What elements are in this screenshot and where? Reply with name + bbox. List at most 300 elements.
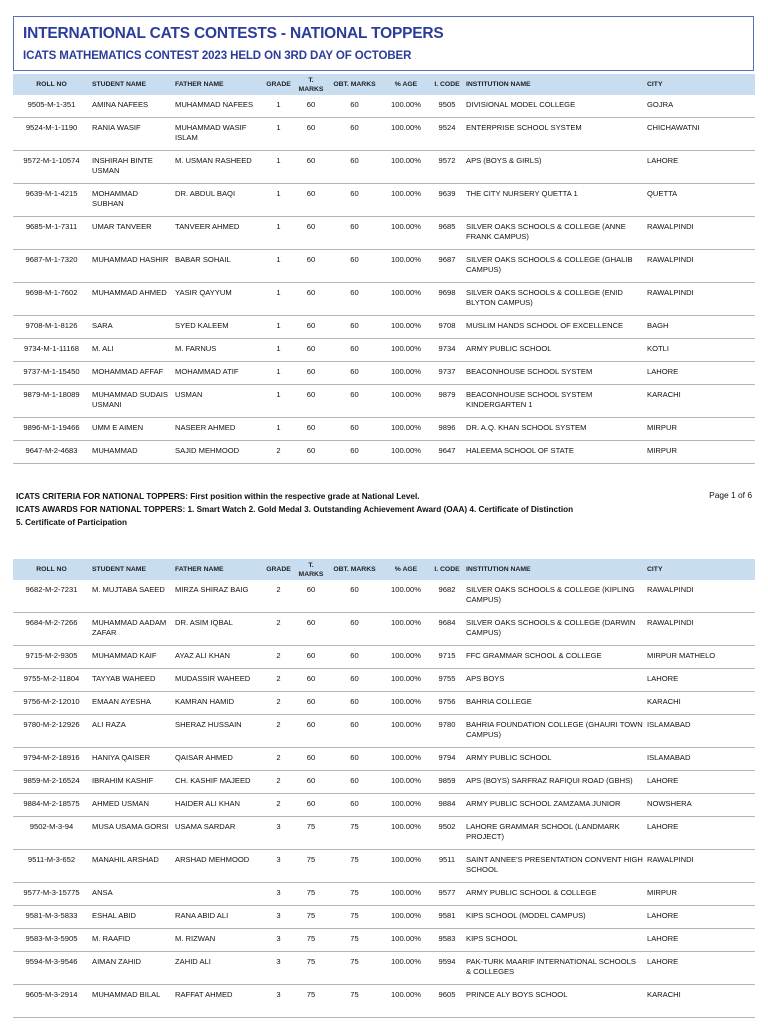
cell-total-marks: 75 (306, 888, 316, 897)
cell-grade: 2 (276, 697, 281, 706)
table-row (13, 95, 755, 118)
cell-roll-no: 9879-M-1-18089 (23, 390, 80, 399)
cell-father-name: AYAZ ALI KHAN (175, 651, 231, 660)
cell-obtained-marks: 60 (350, 423, 359, 432)
cell-obtained-marks: 75 (350, 990, 359, 999)
cell-grade: 3 (276, 888, 281, 897)
cell-city: QUETTA (647, 189, 678, 198)
table-row (13, 985, 755, 1018)
cell-grade: 1 (276, 100, 281, 109)
cell-grade: 2 (276, 446, 281, 455)
cell-institution-code: 9884 (438, 799, 456, 808)
cell-institution-code: 9685 (438, 222, 456, 231)
cell-institution-name: SILVER OAKS SCHOOLS & COLLEGE (GHALIB CAMPUS) (466, 255, 633, 274)
column-header-institution-name: INSTITUTION NAME (466, 81, 531, 88)
cell-institution-name: ARMY PUBLIC SCHOOL ZAMZAMA JUNIOR (466, 799, 621, 808)
cell-city: LAHORE (647, 911, 679, 920)
cell-total-marks: 60 (306, 799, 316, 808)
table-row (13, 283, 755, 316)
cell-student-name: INSHIRAH BINTE USMAN (92, 156, 153, 175)
cell-roll-no: 9572-M-1-10574 (23, 156, 80, 165)
column-header-percentage: % AGE (394, 566, 418, 573)
cell-total-marks: 60 (306, 189, 316, 198)
cell-obtained-marks: 75 (350, 934, 359, 943)
cell-total-marks: 60 (306, 446, 316, 455)
cell-roll-no: 9502-M-3-94 (29, 822, 74, 831)
cell-percentage: 100.00% (391, 222, 421, 231)
cell-institution-name: APS (BOYS & GIRLS) (466, 156, 542, 165)
cell-roll-no: 9780-M-2-12926 (23, 720, 80, 729)
cell-institution-code: 9896 (438, 423, 456, 432)
cell-institution-code: 9859 (438, 776, 456, 785)
cell-institution-name: LAHORE GRAMMAR SCHOOL (LANDMARK PROJECT) (466, 822, 620, 841)
cell-father-name: TANVEER AHMED (175, 222, 240, 231)
cell-grade: 2 (276, 720, 281, 729)
cell-grade: 3 (276, 990, 281, 999)
cell-percentage: 100.00% (391, 288, 421, 297)
cell-city: LAHORE (647, 156, 679, 165)
cell-father-name: M. USMAN RASHEED (175, 156, 252, 165)
cell-total-marks: 75 (306, 822, 316, 831)
table-row (13, 418, 755, 441)
cell-grade: 1 (276, 321, 281, 330)
cell-grade: 1 (276, 222, 281, 231)
cell-student-name: MUSA USAMA GORSI (92, 822, 169, 831)
cell-percentage: 100.00% (391, 822, 421, 831)
cell-institution-code: 9780 (438, 720, 456, 729)
cell-father-name: ARSHAD MEHMOOD (175, 855, 250, 864)
cell-roll-no: 9715-M-2-9305 (25, 651, 78, 660)
cell-roll-no: 9594-M-3-9546 (25, 957, 78, 966)
cell-father-name: ZAHID ALI (175, 957, 211, 966)
cell-city: RAWALPINDI (647, 855, 694, 864)
cell-obtained-marks: 75 (350, 888, 359, 897)
cell-percentage: 100.00% (391, 618, 421, 627)
cell-total-marks: 60 (306, 423, 316, 432)
cell-total-marks: 60 (306, 288, 316, 297)
cell-total-marks: 60 (306, 123, 316, 132)
cell-institution-code: 9698 (438, 288, 456, 297)
page-number: Page 1 of 6 (709, 490, 752, 500)
cell-roll-no: 9755-M-2-11804 (23, 674, 80, 683)
cell-total-marks: 60 (306, 321, 316, 330)
cell-institution-code: 9687 (438, 255, 456, 264)
cell-roll-no: 9884-M-2-18575 (23, 799, 80, 808)
column-header-city: CITY (647, 81, 663, 88)
column-header-grade: GRADE (266, 81, 291, 88)
cell-institution-name: BAHRIA FOUNDATION COLLEGE (GHAURI TOWN CAMPUS) (466, 720, 643, 739)
cell-institution-code: 9708 (438, 321, 456, 330)
cell-student-name: M. ALI (92, 344, 114, 353)
cell-institution-code: 9594 (438, 957, 456, 966)
cell-city: NOWSHERA (647, 799, 692, 808)
cell-institution-code: 9647 (438, 446, 456, 455)
cell-percentage: 100.00% (391, 776, 421, 785)
column-header-institution-code: I. CODE (434, 81, 460, 88)
cell-institution-code: 9755 (438, 674, 456, 683)
table-row (13, 794, 755, 817)
table-row (13, 362, 755, 385)
cell-father-name: RANA ABID ALI (175, 911, 229, 920)
table-row (13, 817, 755, 850)
cell-student-name: M. RAAFID (92, 934, 131, 943)
cell-percentage: 100.00% (391, 367, 421, 376)
cell-grade: 2 (276, 753, 281, 762)
cell-institution-name: KIPS SCHOOL (MODEL CAMPUS) (466, 911, 586, 920)
cell-roll-no: 9605-M-3-2914 (25, 990, 78, 999)
cell-institution-name: DR. A.Q. KHAN SCHOOL SYSTEM (466, 423, 587, 432)
cell-total-marks: 60 (306, 367, 316, 376)
cell-institution-name: ARMY PUBLIC SCHOOL (466, 344, 552, 353)
cell-institution-name: ENTERPRISE SCHOOL SYSTEM (466, 123, 582, 132)
cell-percentage: 100.00% (391, 585, 421, 594)
column-header-total-marks: T. MARKS (298, 561, 324, 578)
cell-percentage: 100.00% (391, 720, 421, 729)
cell-father-name: BABAR SOHAIL (175, 255, 231, 264)
cell-total-marks: 60 (306, 255, 316, 264)
cell-percentage: 100.00% (391, 753, 421, 762)
cell-city: ISLAMABAD (647, 753, 691, 762)
column-header-institution-code: I. CODE (434, 566, 460, 573)
cell-obtained-marks: 60 (350, 697, 359, 706)
cell-institution-name: HALEEMA SCHOOL OF STATE (466, 446, 574, 455)
cell-institution-code: 9511 (438, 855, 456, 864)
cell-roll-no: 9583-M-3-5905 (25, 934, 78, 943)
cell-grade: 1 (276, 189, 281, 198)
cell-father-name: MUHAMMAD NAFEES (175, 100, 254, 109)
cell-obtained-marks: 60 (350, 674, 359, 683)
cell-total-marks: 75 (306, 855, 316, 864)
cell-father-name: QAISAR AHMED (175, 753, 233, 762)
cell-institution-name: SAINT ANNEE'S PRESENTATION CONVENT HIGH SCHOOL (466, 855, 643, 874)
cell-roll-no: 9794-M-2-18916 (23, 753, 80, 762)
cell-total-marks: 75 (306, 990, 316, 999)
cell-roll-no: 9505-M-1-351 (27, 100, 76, 109)
cell-grade: 1 (276, 423, 281, 432)
cell-total-marks: 60 (306, 776, 316, 785)
cell-institution-code: 9756 (438, 697, 456, 706)
cell-obtained-marks: 60 (350, 288, 359, 297)
cell-father-name: CH. KASHIF MAJEED (175, 776, 251, 785)
criteria-text: ICATS CRITERIA FOR NATIONAL TOPPERS: First position within the respective grade at National Level. (16, 492, 420, 501)
cell-obtained-marks: 60 (350, 367, 359, 376)
cell-father-name: SAJID MEHMOOD (175, 446, 240, 455)
table-row (13, 250, 755, 283)
cell-percentage: 100.00% (391, 255, 421, 264)
cell-obtained-marks: 60 (350, 799, 359, 808)
cell-student-name: MUHAMMAD (92, 446, 138, 455)
cell-percentage: 100.00% (391, 957, 421, 966)
cell-obtained-marks: 60 (350, 446, 359, 455)
cell-roll-no: 9687-M-1-7320 (25, 255, 78, 264)
cell-father-name: DR. ASIM IQBAL (175, 618, 233, 627)
cell-obtained-marks: 60 (350, 344, 359, 353)
cell-student-name: ESHAL ABID (92, 911, 137, 920)
cell-percentage: 100.00% (391, 697, 421, 706)
cell-institution-name: SILVER OAKS SCHOOLS & COLLEGE (KIPLING CAMPUS) (466, 585, 635, 604)
cell-obtained-marks: 60 (350, 123, 359, 132)
column-header-institution-name: INSTITUTION NAME (466, 566, 531, 573)
cell-obtained-marks: 60 (350, 321, 359, 330)
cell-city: LAHORE (647, 367, 679, 376)
cell-student-name: IBRAHIM KASHIF (92, 776, 154, 785)
criteria-footer (16, 490, 756, 529)
cell-total-marks: 60 (306, 156, 316, 165)
page-title: INTERNATIONAL CATS CONTESTS - NATIONAL TOPPERS (23, 25, 444, 42)
cell-total-marks: 75 (306, 934, 316, 943)
table-row (13, 906, 755, 929)
cell-institution-code: 9572 (438, 156, 456, 165)
cell-institution-code: 9502 (438, 822, 456, 831)
cell-institution-name: PRINCE ALY BOYS SCHOOL (466, 990, 568, 999)
cell-city: RAWALPINDI (647, 585, 694, 594)
cell-student-name: UMM E AIMEN (92, 423, 144, 432)
table-row (13, 669, 755, 692)
cell-student-name: MUHAMMAD AADAM ZAFAR (92, 618, 167, 637)
cell-father-name: M. FARNUS (175, 344, 217, 353)
cell-city: LAHORE (647, 822, 679, 831)
cell-city: LAHORE (647, 934, 679, 943)
table-row (13, 715, 755, 748)
cell-percentage: 100.00% (391, 651, 421, 660)
cell-grade: 2 (276, 799, 281, 808)
table-row (13, 441, 755, 464)
cell-student-name: MOHAMMAD AFFAF (92, 367, 164, 376)
cell-institution-name: ARMY PUBLIC SCHOOL & COLLEGE (466, 888, 597, 897)
cell-father-name: MIRZA SHIRAZ BAIG (175, 585, 249, 594)
cell-roll-no: 9639-M-1-4215 (25, 189, 78, 198)
cell-roll-no: 9698-M-1-7602 (25, 288, 78, 297)
cell-city: KOTLI (647, 344, 669, 353)
table-row (13, 771, 755, 794)
table-row (13, 613, 755, 646)
cell-percentage: 100.00% (391, 674, 421, 683)
cell-student-name: TAYYAB WAHEED (92, 674, 156, 683)
cell-institution-name: THE CITY NURSERY QUETTA 1 (466, 189, 578, 198)
cell-grade: 2 (276, 618, 281, 627)
cell-city: RAWALPINDI (647, 222, 694, 231)
cell-student-name: EMAAN AYESHA (92, 697, 151, 706)
table-row (13, 217, 755, 250)
cell-percentage: 100.00% (391, 934, 421, 943)
column-header-total-marks: T. MARKS (298, 76, 324, 93)
cell-city: CHICHAWATNI (647, 123, 700, 132)
cell-roll-no: 9708-M-1-8126 (25, 321, 78, 330)
cell-obtained-marks: 75 (350, 855, 359, 864)
cell-roll-no: 9524-M-1-1190 (25, 123, 78, 132)
table-row (13, 339, 755, 362)
cell-grade: 1 (276, 367, 281, 376)
column-header-roll-no: ROLL NO (36, 81, 67, 88)
cell-student-name: MUHAMMAD BILAL (92, 990, 161, 999)
cell-student-name: MUHAMMAD KAIF (92, 651, 157, 660)
cell-roll-no: 9685-M-1-7311 (25, 222, 78, 231)
column-header-roll-no: ROLL NO (36, 566, 67, 573)
column-header-grade: GRADE (266, 566, 291, 573)
cell-student-name: AIMAN ZAHID (92, 957, 141, 966)
cell-city: RAWALPINDI (647, 618, 694, 627)
cell-percentage: 100.00% (391, 344, 421, 353)
title-box (13, 16, 754, 71)
cell-father-name: USAMA SARDAR (175, 822, 236, 831)
cell-grade: 1 (276, 156, 281, 165)
cell-roll-no: 9581-M-3-5833 (25, 911, 78, 920)
cell-grade: 1 (276, 123, 281, 132)
cell-total-marks: 60 (306, 697, 316, 706)
cell-student-name: SARA (92, 321, 113, 330)
cell-father-name: MUDASSIR WAHEED (175, 674, 251, 683)
cell-student-name: MUHAMMAD SUDAIS USMANI (92, 390, 168, 409)
cell-roll-no: 9756-M-2-12010 (23, 697, 80, 706)
cell-roll-no: 9647-M-2-4683 (25, 446, 78, 455)
cell-grade: 2 (276, 674, 281, 683)
cell-percentage: 100.00% (391, 990, 421, 999)
cell-obtained-marks: 60 (350, 390, 359, 399)
cell-grade: 3 (276, 822, 281, 831)
toppers-table-1 (13, 74, 755, 464)
cell-total-marks: 60 (306, 753, 316, 762)
cell-grade: 1 (276, 255, 281, 264)
cell-city: BAGH (647, 321, 669, 330)
cell-father-name: YASIR QAYYUM (175, 288, 232, 297)
cell-percentage: 100.00% (391, 855, 421, 864)
cell-percentage: 100.00% (391, 321, 421, 330)
cell-institution-name: KIPS SCHOOL (466, 934, 518, 943)
column-header-student-name: STUDENT NAME (92, 81, 146, 88)
cell-city: LAHORE (647, 957, 679, 966)
cell-institution-code: 9737 (438, 367, 456, 376)
table-row (13, 748, 755, 771)
cell-city: LAHORE (647, 674, 679, 683)
cell-institution-code: 9794 (438, 753, 456, 762)
awards-text: ICATS AWARDS FOR NATIONAL TOPPERS: 1. Smart Watch 2. Gold Medal 3. Outstanding Achievement Award (OAA) 4. Certificate of Distinction (16, 505, 574, 514)
cell-grade: 3 (276, 934, 281, 943)
cell-percentage: 100.00% (391, 799, 421, 808)
cell-obtained-marks: 60 (350, 585, 359, 594)
table-row (13, 646, 755, 669)
cell-total-marks: 60 (306, 618, 316, 627)
cell-institution-code: 9505 (438, 100, 456, 109)
cell-city: ISLAMABAD (647, 720, 691, 729)
table-row (13, 118, 755, 151)
cell-roll-no: 9737-M-1-15450 (23, 367, 80, 376)
cell-total-marks: 60 (306, 390, 316, 399)
cell-institution-code: 9577 (438, 888, 456, 897)
column-header-obtained-marks: OBT. MARKS (333, 81, 376, 88)
cell-percentage: 100.00% (391, 100, 421, 109)
cell-father-name: MUHAMMAD WASIF ISLAM (175, 123, 247, 142)
cell-father-name: RAFFAT AHMED (175, 990, 233, 999)
cell-percentage: 100.00% (391, 423, 421, 432)
cell-institution-code: 9734 (438, 344, 456, 353)
cell-city: MIRPUR MATHELO (647, 651, 716, 660)
cell-institution-code: 9684 (438, 618, 456, 627)
cell-obtained-marks: 60 (350, 222, 359, 231)
cell-obtained-marks: 60 (350, 753, 359, 762)
table-row (13, 692, 755, 715)
cell-father-name: SHERAZ HUSSAIN (175, 720, 242, 729)
cell-roll-no: 9511-M-3-652 (27, 855, 76, 864)
table-header (13, 74, 755, 95)
cell-father-name: HAIDER ALI KHAN (175, 799, 240, 808)
cell-student-name: ANSA (92, 888, 113, 897)
column-header-obtained-marks: OBT. MARKS (333, 566, 376, 573)
cell-institution-name: ARMY PUBLIC SCHOOL (466, 753, 552, 762)
cell-institution-name: BAHRIA COLLEGE (466, 697, 532, 706)
column-header-city: CITY (647, 566, 663, 573)
cell-student-name: AMINA NAFEES (92, 100, 149, 109)
cell-total-marks: 60 (306, 344, 316, 353)
cell-institution-code: 9715 (438, 651, 456, 660)
awards-text-continued: 5. Certificate of Participation (16, 518, 128, 527)
cell-institution-name: APS BOYS (466, 674, 505, 683)
cell-total-marks: 60 (306, 674, 316, 683)
cell-percentage: 100.00% (391, 446, 421, 455)
cell-city: GOJRA (647, 100, 674, 109)
cell-student-name: HANIYA QAISER (92, 753, 151, 762)
cell-city: RAWALPINDI (647, 288, 694, 297)
cell-father-name: M. RIZWAN (175, 934, 216, 943)
cell-institution-code: 9581 (438, 911, 456, 920)
cell-obtained-marks: 75 (350, 911, 359, 920)
cell-institution-name: SILVER OAKS SCHOOLS & COLLEGE (DARWIN CAMPUS) (466, 618, 636, 637)
table-row (13, 316, 755, 339)
cell-institution-name: SILVER OAKS SCHOOLS & COLLEGE (ANNE FRANK CAMPUS) (466, 222, 626, 241)
cell-percentage: 100.00% (391, 156, 421, 165)
cell-city: MIRPUR (647, 423, 677, 432)
cell-percentage: 100.00% (391, 123, 421, 132)
cell-institution-code: 9879 (438, 390, 456, 399)
cell-obtained-marks: 60 (350, 156, 359, 165)
cell-grade: 2 (276, 776, 281, 785)
cell-total-marks: 60 (306, 585, 316, 594)
cell-total-marks: 75 (306, 911, 316, 920)
cell-institution-name: APS (BOYS) SARFRAZ RAFIQUI ROAD (GBHS) (466, 776, 633, 785)
cell-student-name: AHMED USMAN (92, 799, 149, 808)
cell-institution-name: BEACONHOUSE SCHOOL SYSTEM KINDERGARTEN 1 (466, 390, 593, 409)
cell-institution-name: FFC GRAMMAR SCHOOL & COLLEGE (466, 651, 602, 660)
cell-percentage: 100.00% (391, 911, 421, 920)
cell-institution-code: 9682 (438, 585, 456, 594)
cell-roll-no: 9682-M-2-7231 (25, 585, 78, 594)
cell-obtained-marks: 60 (350, 618, 359, 627)
cell-student-name: MANAHIL ARSHAD (92, 855, 159, 864)
cell-obtained-marks: 60 (350, 776, 359, 785)
cell-grade: 1 (276, 288, 281, 297)
cell-city: RAWALPINDI (647, 255, 694, 264)
cell-roll-no: 9859-M-2-16524 (23, 776, 80, 785)
cell-father-name: MOHAMMAD ATIF (175, 367, 239, 376)
cell-institution-code: 9524 (438, 123, 456, 132)
page-subtitle: ICATS MATHEMATICS CONTEST 2023 HELD ON 3RD DAY OF OCTOBER (23, 50, 412, 62)
cell-student-name: MUHAMMAD HASHIR (92, 255, 169, 264)
cell-student-name: UMAR TANVEER (92, 222, 152, 231)
cell-grade: 1 (276, 344, 281, 353)
cell-city: KARACHI (647, 697, 681, 706)
cell-student-name: MOHAMMAD SUBHAN (92, 189, 138, 208)
table-row (13, 580, 755, 613)
cell-student-name: RANIA WASIF (92, 123, 141, 132)
cell-student-name: ALI RAZA (92, 720, 126, 729)
table-row (13, 952, 755, 985)
cell-total-marks: 60 (306, 100, 316, 109)
table-row (13, 151, 755, 184)
cell-institution-name: SILVER OAKS SCHOOLS & COLLEGE (ENID BLYTON CAMPUS) (466, 288, 623, 307)
cell-student-name: M. MUJTABA SAEED (92, 585, 165, 594)
table-row (13, 385, 755, 418)
cell-grade: 1 (276, 390, 281, 399)
column-header-father-name: FATHER NAME (175, 566, 224, 573)
